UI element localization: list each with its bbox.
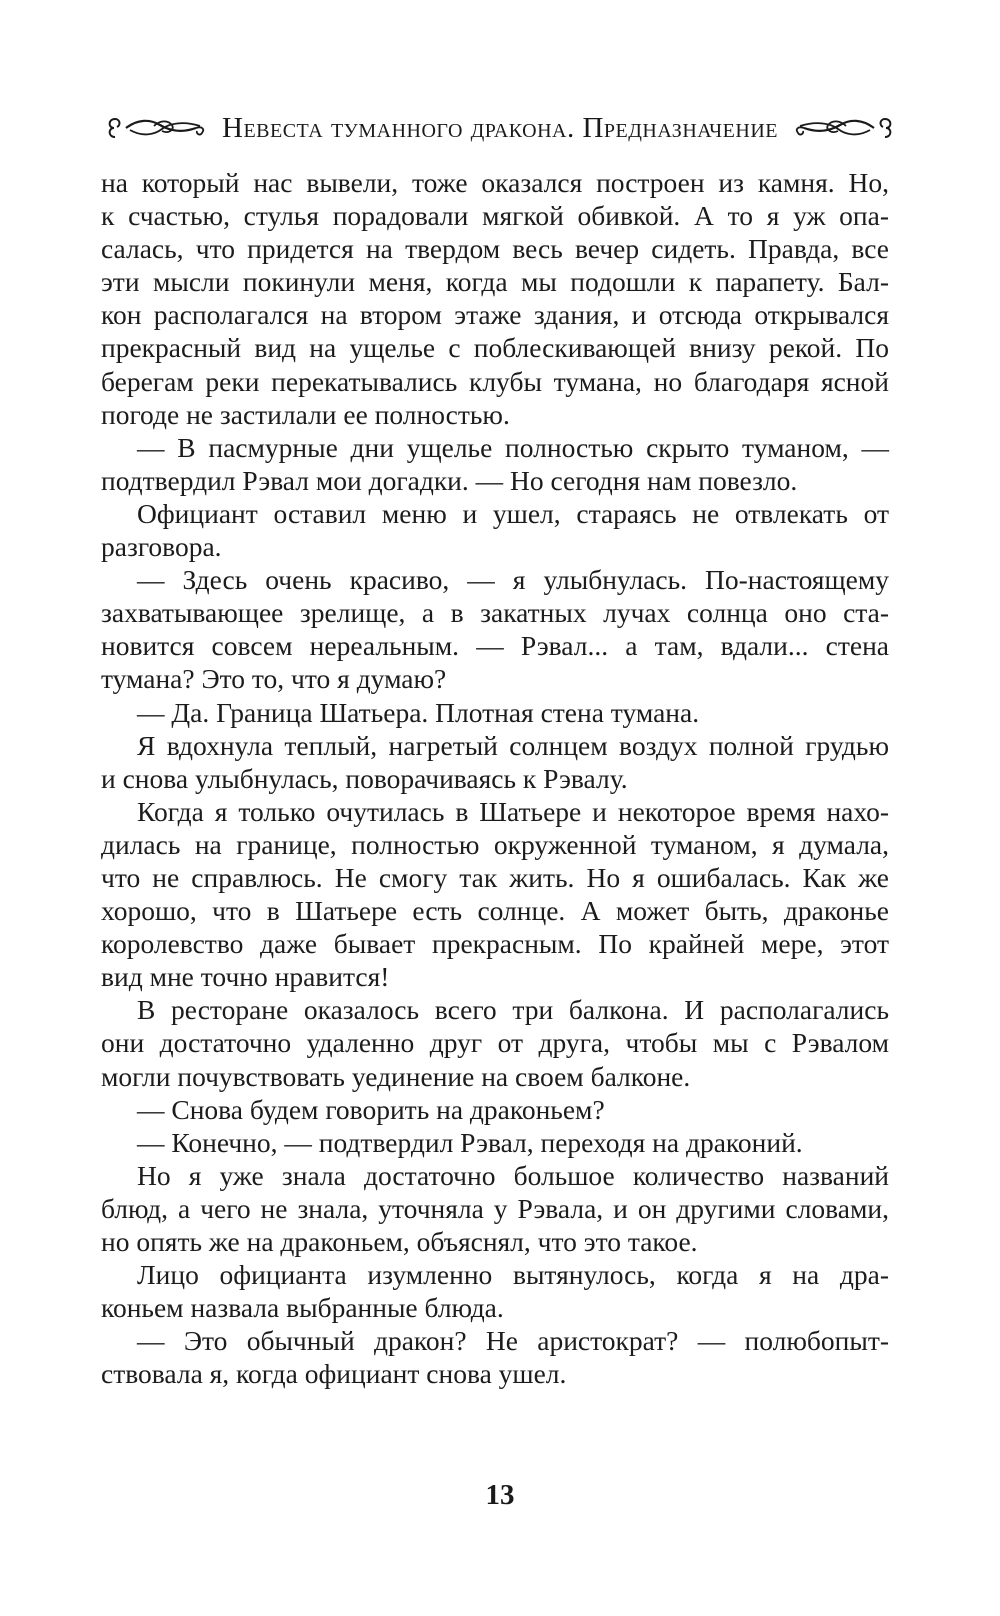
- text-line: салась, что придется на твердом весь вечер сидеть. Правда, все: [101, 233, 889, 265]
- text-line: но опять же на драконьем, объяснял, что это такое.: [101, 1226, 698, 1257]
- text-line: и снова улыбнулась, поворачиваясь к Рэвалу.: [101, 762, 628, 794]
- text-line: Когда я только очутилась в Шатьере и некоторое время нахо-: [137, 795, 889, 827]
- text-line: — Конечно, — подтвердил Рэвал, переходя на драконий.: [137, 1126, 803, 1158]
- text-line: погоде не застилали ее полностью.: [101, 398, 510, 430]
- text-line: Но я уже знала достаточно большое количество названий: [137, 1159, 889, 1191]
- text-line: — Это обычный дракон? Не аристократ? — полюбопыт-: [137, 1325, 889, 1357]
- text-line: захватывающее зрелище, а в закатных лучах солнца оно ста-: [101, 597, 889, 629]
- scroll-flourish-icon: [104, 111, 212, 145]
- text-line: ствовала я, когда официант снова ушел.: [101, 1358, 567, 1390]
- page-number: 13: [485, 1479, 515, 1511]
- text-line: блюд, а чего не знала, уточняла у Рэвала, и он другими словами,: [101, 1192, 889, 1224]
- text-line: — Да. Граница Шатьера. Плотная стена тумана.: [137, 696, 700, 728]
- text-line: прекрасный вид на ущелье с поблескивающей внизу рекой. По: [101, 332, 889, 364]
- text-line: эти мысли покинули меня, когда мы подошли к парапету. Бал-: [101, 266, 889, 298]
- text-line: — Снова будем говорить на драконьем?: [137, 1093, 605, 1125]
- text-line: могли почувствовать уединение на своем балконе.: [101, 1060, 691, 1092]
- text-line: — В пасмурные дни ущелье полностью скрыто туманом, —: [137, 431, 889, 463]
- text-line: новится совсем нереальным. — Рэвал... а там, вдали... стена: [101, 630, 889, 662]
- text-line: вид мне точно нравится!: [101, 961, 390, 993]
- text-line: коньем назвала выбранные блюда.: [101, 1292, 504, 1324]
- text-line: Я вдохнула теплый, нагретый солнцем воздух полной грудью: [137, 729, 889, 761]
- text-line: королевство даже бывает прекрасным. По крайней мере, этот: [101, 928, 889, 960]
- running-title: Невеста туманного дракона. Предназначение: [222, 111, 778, 144]
- text-line: — Здесь очень красиво, — я улыбнулась. По-настоящему: [137, 564, 889, 596]
- scroll-flourish-icon: [788, 111, 896, 145]
- text-line: Официант оставил меню и ушел, стараясь не отвлекать от: [137, 497, 889, 529]
- text-line: разговора.: [101, 531, 222, 563]
- text-line: тумана? Это то, что я думаю?: [101, 663, 447, 695]
- text-line: берегам реки перекатывались клубы тумана, но благодаря ясной: [101, 365, 889, 397]
- text-line: хорошо, что в Шатьере есть солнце. А может быть, драконье: [101, 895, 889, 927]
- text-line: дилась на границе, полностью окруженной туманом, я думала,: [101, 828, 889, 860]
- text-line: Лицо официанта изумленно вытянулось, когда я на дра-: [137, 1259, 889, 1291]
- text-line: на который нас вывели, тоже оказался построен из камня. Но,: [101, 167, 889, 198]
- text-line: В ресторане оказалось всего три балкона. И располагались: [137, 994, 889, 1026]
- text-line: к счастью, стулья порадовали мягкой обивкой. А то я уж опа-: [101, 200, 889, 232]
- running-header: [70, 106, 930, 150]
- body-text: [101, 166, 889, 1390]
- text-line: они достаточно удаленно друг от друга, чтобы мы с Рэвалом: [101, 1027, 889, 1059]
- text-line: кон располагался на втором этаже здания, и отсюда открывался: [101, 299, 889, 331]
- text-line: подтвердил Рэвал мои догадки. — Но сегодня нам повезло.: [101, 464, 798, 496]
- text-line: что не справлюсь. Не смогу так жить. Но я ошибалась. Как же: [101, 861, 889, 893]
